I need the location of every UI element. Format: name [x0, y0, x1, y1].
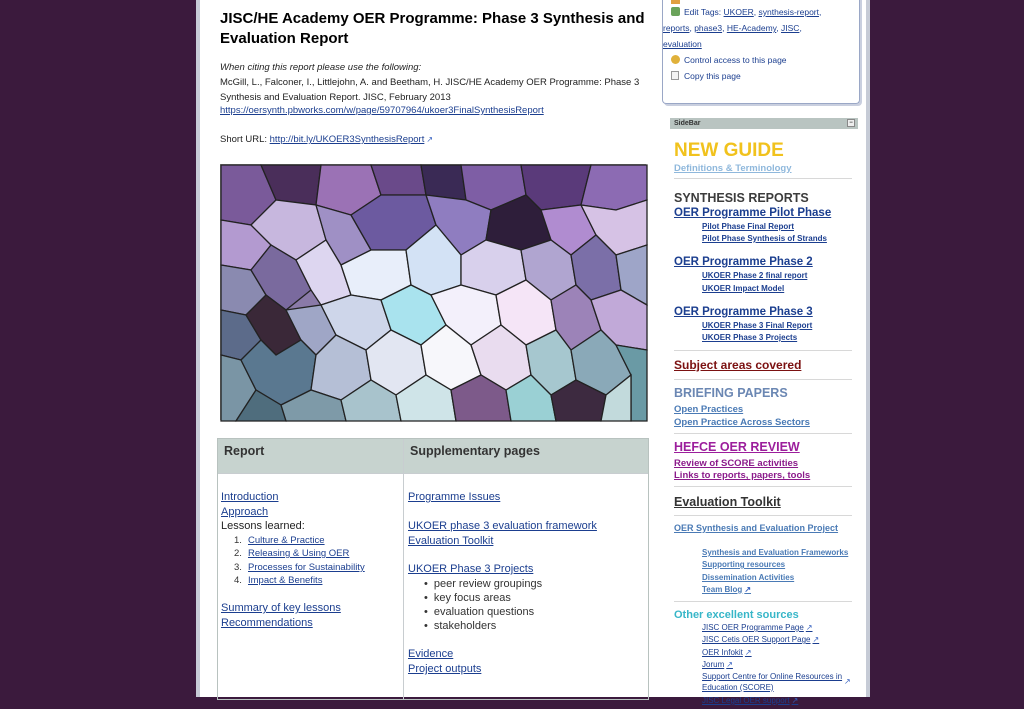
other-source-link[interactable]: JISC OER Programme Page: [702, 623, 804, 632]
external-link-icon: ↗: [844, 677, 851, 686]
edit-tags-row: Edit Tags: UKOER, synthesis-report,: [671, 7, 821, 17]
other-source-link[interactable]: Jorum: [702, 660, 725, 669]
lesson-link-releasing[interactable]: Releasing & Using OER: [248, 548, 350, 559]
lessons-learned-label: Lessons learned:: [221, 520, 305, 532]
control-access-row[interactable]: [671, 55, 787, 65]
hefce-sublink[interactable]: Links to reports, papers, tools: [674, 470, 811, 481]
report-table: [217, 438, 649, 700]
project-outputs-link[interactable]: Project outputs: [408, 663, 482, 675]
briefing-link[interactable]: Open Practice Across Sectors: [674, 417, 810, 428]
sidebar-sublink[interactable]: Pilot Phase Final Report: [702, 222, 795, 231]
evaluation-toolkit-link[interactable]: Evaluation Toolkit: [408, 535, 494, 547]
other-source-row: [702, 623, 813, 632]
page-actions-box: Edit Tags: UKOER, synthesis-report, reports, phase3, HE-Academy, JISC, evaluation Control access to this page Copy this page: [662, 0, 860, 104]
evidence-link[interactable]: Evidence: [408, 648, 454, 660]
definitions-link[interactable]: Definitions & Terminology: [674, 163, 792, 174]
recommendations-link[interactable]: Recommendations: [221, 617, 313, 629]
evaluation-sublink[interactable]: Dissemination Activities: [702, 573, 795, 582]
sidebar: [670, 118, 858, 709]
phase3-link[interactable]: OER Programme Phase 3: [674, 306, 813, 318]
new-guide-heading[interactable]: NEW GUIDE: [674, 140, 784, 161]
lesson-item: 2. Releasing & Using OER: [234, 548, 350, 559]
short-url-link[interactable]: http://bit.ly/UKOER3SynthesisReport: [269, 134, 425, 145]
citation-text: McGill, L., Falconer, I., Littlejohn, A. and Beetham, H. JISC/HE Academy OER Programme: Phase 3 Synthesis and Evaluation Report. JISC, February 2013: [220, 77, 640, 103]
key-icon: [671, 55, 680, 64]
external-link-icon: ↗: [791, 696, 799, 705]
other-source-row: [702, 635, 819, 644]
sidebar-sublink[interactable]: Pilot Phase Synthesis of Strands: [702, 234, 827, 243]
evaluation-sublink[interactable]: Supporting resources: [702, 560, 786, 569]
other-source-row: [702, 660, 733, 669]
sidebar-sublink[interactable]: UKOER Phase 2 final report: [702, 271, 808, 280]
programme-issues-link[interactable]: Programme Issues: [408, 491, 501, 503]
citation-note: When citing this report please use the following:: [220, 62, 422, 73]
evaluation-framework-link[interactable]: UKOER phase 3 evaluation framework: [408, 520, 597, 532]
external-link-icon: ↗: [812, 635, 820, 644]
mosaic-graphic: [221, 165, 647, 421]
evaluation-sublink[interactable]: Synthesis and Evaluation Frameworks: [702, 548, 849, 557]
lesson-item: 3. Processes for Sustainability: [234, 562, 365, 573]
evaluation-toolkit-heading[interactable]: Evaluation Toolkit: [674, 495, 781, 509]
list-item: • stakeholders: [424, 620, 496, 632]
page-content: [196, 0, 870, 705]
external-link-icon: ↗: [744, 585, 752, 594]
tag-link[interactable]: phase3: [694, 23, 723, 33]
other-source-row: [702, 696, 798, 705]
citation-link[interactable]: https://oersynth.pbworks.com/w/page/59707964/ukoer3FinalSynthesisReport: [220, 105, 544, 116]
other-source-link[interactable]: JISC Cetis OER Support Page: [702, 635, 811, 644]
external-link-icon: ↗: [426, 135, 434, 144]
page-title: JISC/HE Academy OER Programme: Phase 3 Synthesis and Evaluation Report: [220, 10, 645, 47]
summary-link[interactable]: Summary of key lessons: [221, 602, 341, 614]
tag-link[interactable]: synthesis-report: [758, 7, 819, 17]
lesson-item: 1. Culture & Practice: [234, 535, 325, 546]
list-item: • evaluation questions: [424, 606, 534, 618]
tag-link[interactable]: evaluation: [663, 39, 702, 49]
report-header: Report: [218, 439, 403, 473]
lesson-item: 4. Impact & Benefits: [234, 575, 323, 586]
list-item: • key focus areas: [424, 592, 511, 604]
pilot-phase-link[interactable]: OER Programme Pilot Phase: [674, 207, 832, 219]
copy-page-row[interactable]: [671, 71, 741, 81]
tag-link[interactable]: UKOER: [723, 7, 754, 17]
collapse-icon[interactable]: −: [847, 119, 855, 127]
banner-mosaic-image: [220, 164, 646, 420]
edit-tags-label: Edit Tags:: [684, 7, 722, 17]
folder-icon: [671, 0, 680, 4]
approach-link[interactable]: Approach: [221, 506, 269, 518]
sidebar-sublink[interactable]: UKOER Phase 3 Final Report: [702, 321, 813, 330]
hefce-review-link[interactable]: HEFCE OER REVIEW: [674, 440, 800, 454]
supplementary-header: Supplementary pages: [404, 439, 648, 473]
copy-page-link[interactable]: Copy this page: [684, 71, 741, 81]
team-blog-link[interactable]: Team Blog: [702, 585, 743, 594]
tag-icon: [671, 7, 680, 16]
lesson-link-impact[interactable]: Impact & Benefits: [248, 575, 323, 586]
tag-link[interactable]: reports: [663, 23, 690, 33]
hefce-sublink[interactable]: Review of SCORE activities: [674, 458, 799, 469]
phase2-link[interactable]: OER Programme Phase 2: [674, 256, 813, 268]
oer-synthesis-project-link[interactable]: OER Synthesis and Evaluation Project: [674, 523, 839, 533]
short-url-row: [220, 134, 433, 145]
other-source-link[interactable]: Support Centre for Online Resources in Education (SCORE): [702, 672, 843, 692]
lesson-link-culture[interactable]: Culture & Practice: [248, 535, 325, 546]
subject-areas-link[interactable]: Subject areas covered: [674, 358, 802, 372]
sidebar-header: [670, 118, 858, 129]
sidebar-title: SideBar: [674, 120, 701, 127]
copy-icon: [671, 71, 679, 80]
external-link-icon: ↗: [726, 660, 733, 669]
short-url-label: Short URL:: [220, 134, 267, 145]
briefing-link[interactable]: Open Practices: [674, 404, 744, 415]
external-link-icon: ↗: [805, 623, 813, 632]
briefing-papers-heading: BRIEFING PAPERS: [674, 386, 788, 400]
lesson-link-processes[interactable]: Processes for Sustainability: [248, 562, 365, 573]
list-item: • peer review groupings: [424, 578, 542, 590]
other-source-link[interactable]: OER Infokit: [702, 648, 743, 657]
external-link-icon: ↗: [744, 648, 752, 657]
other-sources-heading: Other excellent sources: [674, 609, 799, 621]
control-access-link[interactable]: Control access to this page: [684, 55, 787, 65]
sidebar-sublink[interactable]: UKOER Phase 3 Projects: [702, 333, 798, 342]
introduction-link[interactable]: Introduction: [221, 491, 279, 503]
tag-link[interactable]: JISC: [781, 23, 800, 33]
other-source-link[interactable]: JISC Legal OER support: [702, 696, 790, 705]
tag-link[interactable]: HE-Academy: [726, 23, 777, 33]
team-blog-row: [702, 585, 751, 594]
phase3-projects-link[interactable]: UKOER Phase 3 Projects: [408, 563, 534, 575]
synthesis-reports-heading: SYNTHESIS REPORTS: [674, 191, 809, 205]
sidebar-sublink[interactable]: UKOER Impact Model: [702, 284, 785, 293]
other-source-row: [702, 648, 752, 657]
